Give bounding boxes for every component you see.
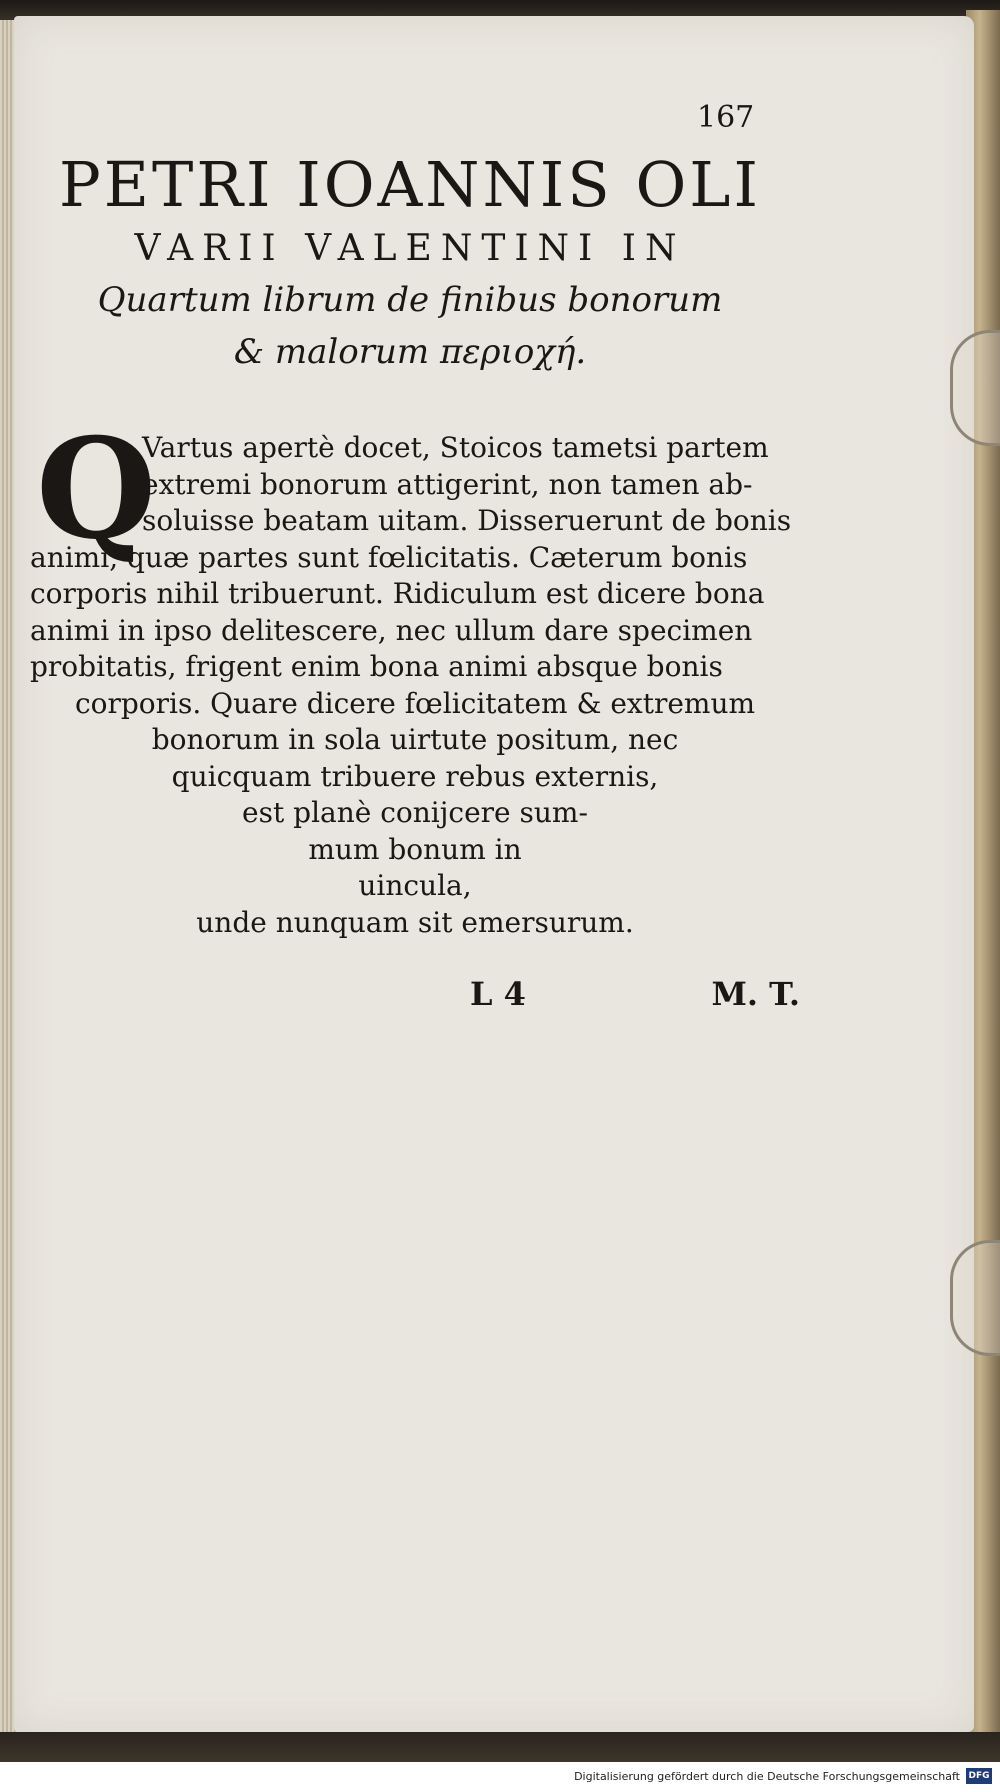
title-line-1: PETRI IOANNIS OLI — [59, 148, 761, 221]
book-clasp-lower — [950, 1240, 1000, 1356]
drop-cap: Q — [36, 407, 157, 570]
text-line: Vartus apertè docet, Stoicos tametsi partem — [142, 431, 769, 464]
signature-mark-left: L 4 — [470, 975, 526, 1013]
title-line-2: VARII VALENTINI IN — [134, 228, 686, 269]
book-clasp-upper — [950, 330, 1000, 446]
text-line: uincula, — [358, 869, 472, 902]
text-line: quicquam tribuere rebus externis, — [171, 759, 659, 793]
signature-marks — [470, 975, 800, 1013]
text-line: animi in ipso delitescere, nec ullum dare specimen — [30, 613, 753, 647]
page-number: 167 — [697, 100, 755, 135]
dfg-logo: DFG — [966, 1768, 992, 1784]
text-line: corporis. Quare dicere fœlicitatem & extremum — [74, 686, 756, 720]
text-line: mum bonum in — [308, 832, 522, 866]
title-block — [20, 150, 800, 378]
text-line: unde nunquam sit emersurum. — [196, 905, 634, 939]
text-line: corporis nihil tribuerunt. Ridiculum est dicere bona — [30, 577, 765, 610]
funding-credit: Digitalisierung gefördert durch die Deutsche Forschungsgemeinschaft — [574, 1770, 960, 1783]
title-line-3: Quartum librum de finibus bonorum — [97, 280, 723, 320]
signature-mark-right: M. T. — [711, 975, 800, 1013]
text-line: soluisse beatam uitam. Disseruerunt de bonis — [142, 504, 792, 537]
text-line: animi, quæ partes sunt fœlicitatis. Cæterum bonis — [30, 540, 748, 574]
text-line: extremi bonorum attigerint, non tamen ab- — [142, 467, 753, 501]
body-text — [30, 407, 800, 941]
text-line: probitatis, frigent enim bona animi absque bonis — [30, 650, 723, 683]
text-line: bonorum in sola uirtute positum, nec — [151, 723, 679, 756]
text-line: est planè conijcere sum- — [242, 796, 588, 829]
title-line-4: & malorum περιοχή. — [233, 332, 587, 372]
footer-bar — [0, 1762, 1000, 1792]
book-bottom-edge — [0, 1732, 1000, 1762]
